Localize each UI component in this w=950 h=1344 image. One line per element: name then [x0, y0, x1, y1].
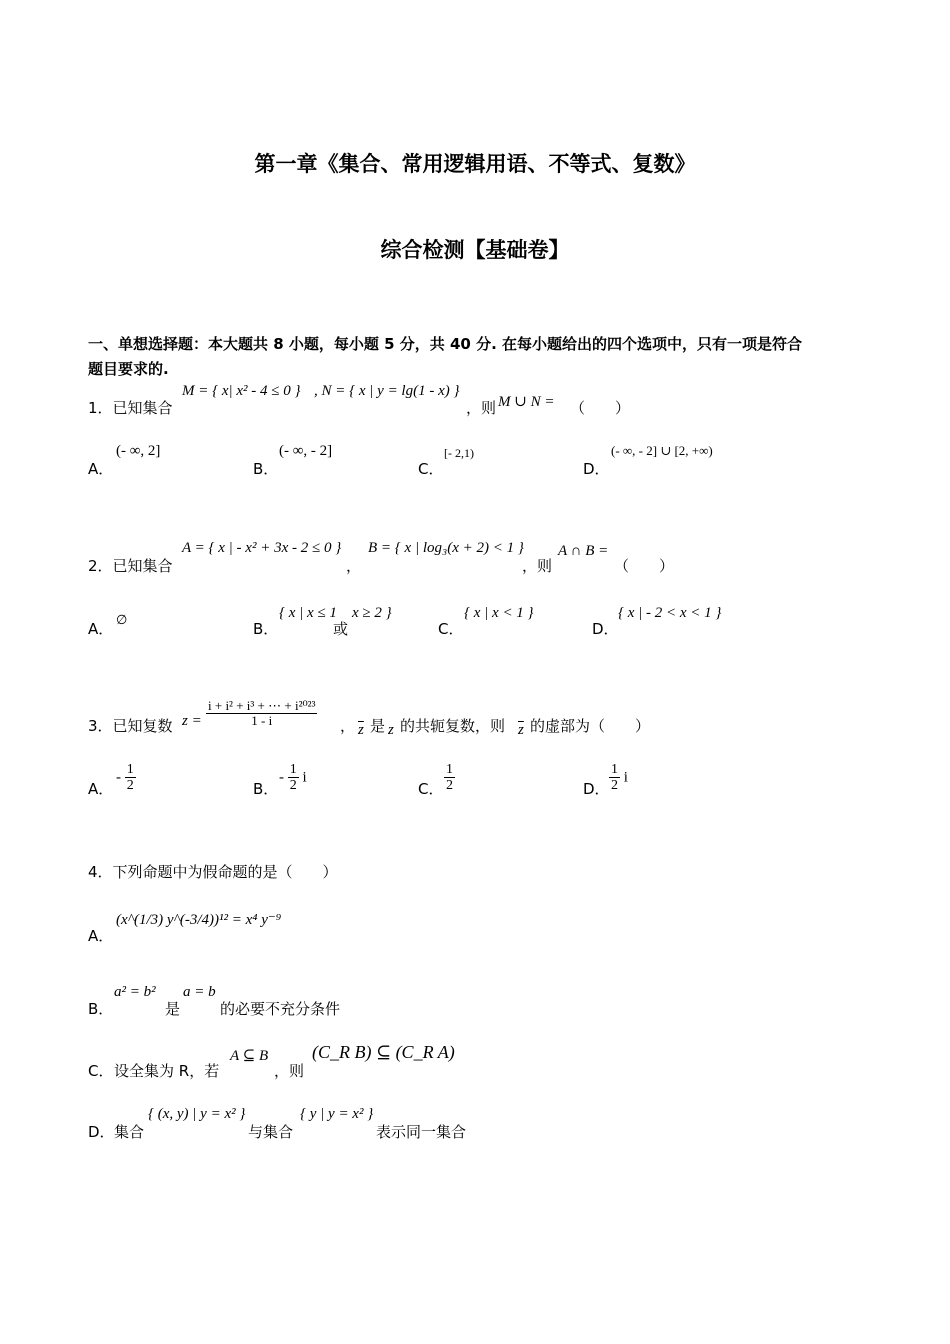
q4-option-c-text1: 设全集为 R，若: [114, 1062, 220, 1080]
q2-expr: A ∩ B =: [558, 543, 609, 559]
q4-option-d-label: D．: [88, 1123, 115, 1141]
q4-option-b-text: 的必要不充分条件: [220, 1000, 341, 1018]
q2-option-c: { x | x < 1 }: [464, 605, 534, 621]
q1-set-n: , N = { x | y = lg(1 - x) }: [314, 383, 460, 399]
q3-option-b: [279, 762, 307, 794]
q2-then: ，则: [522, 557, 553, 575]
q1-expr: M ∪ N =: [498, 394, 555, 410]
q4-option-a-label: A．: [88, 927, 114, 945]
q3-option-a-sign: -: [116, 769, 121, 786]
q4-option-c-math1: A ⊆ B: [230, 1048, 269, 1064]
q1-option-d: (- ∞, - 2] ∪ [2, +∞): [611, 443, 713, 458]
q3-option-b-sign: -: [279, 769, 284, 786]
q3-imag-text: 的虚部为（ ）: [530, 717, 651, 735]
q3-denominator: 1 - i: [251, 713, 273, 729]
q3-option-d: [609, 762, 628, 794]
q4-option-a: (x^(1/3) y^(-3/4))¹² = x⁴ y⁻⁹: [116, 912, 282, 928]
q3-option-d-label: D．: [583, 780, 610, 798]
q4-option-b-label: B．: [88, 1000, 114, 1018]
q3-option-b-label: B．: [253, 780, 279, 798]
q3-option-b-num: 1: [289, 762, 297, 777]
q4-option-d-math1: { (x, y) | y = x² }: [148, 1106, 246, 1122]
q3-comma: ，: [340, 717, 356, 735]
q4-option-d-text3: 表示同一集合: [376, 1123, 467, 1141]
q1-option-b: (- ∞, - 2]: [279, 443, 333, 459]
q4-option-b-is: 是: [165, 1000, 181, 1018]
q4-option-d-math2: { y | y = x² }: [300, 1106, 374, 1122]
q1-option-b-label: B．: [253, 460, 279, 478]
q3-option-c: [444, 762, 455, 794]
q4-option-d-text2: 与集合: [248, 1123, 294, 1141]
q3-stem: 3．已知复数: [88, 717, 173, 735]
q3-option-c-den: 2: [446, 778, 453, 794]
q2-option-b-label: B．: [253, 620, 279, 638]
q3-option-d-suffix: i: [623, 769, 628, 786]
q3-zbar2: $\overline{z}$: [518, 722, 524, 738]
q1-stem: 1．已知集合: [88, 399, 173, 417]
section-heading: 一、单想选择题：本大题共 8 小题，每小题 5 分，共 40 分. 在每小题给出的四个选项中，只有一项是符合: [88, 335, 803, 353]
q4-option-b-math1: a² = b²: [114, 984, 156, 1000]
q1-paren: （ ）: [570, 399, 631, 417]
q3-option-c-label: C．: [418, 780, 444, 798]
q3-option-a: [116, 762, 136, 794]
q1-option-a-label: A．: [88, 460, 114, 478]
q1-option-a: (- ∞, 2]: [116, 443, 161, 459]
q3-option-a-den: 2: [126, 778, 134, 794]
q3-z: z: [388, 722, 394, 738]
q4-option-c-label: C．: [88, 1062, 114, 1080]
q4-option-c-math2: (C_R B) ⊆ (C_R A): [312, 1042, 455, 1062]
q3-option-d-num: 1: [611, 762, 618, 777]
q2-set-b: B = { x | log₃(x + 2) < 1 }: [368, 540, 524, 556]
section-heading-cont: 题目要求的.: [88, 360, 169, 378]
q1-option-c-label: C．: [418, 460, 444, 478]
q2-stem: 2．已知集合: [88, 557, 173, 575]
page-subtitle: 综合检测【基础卷】: [380, 238, 570, 262]
q2-comma: ，: [346, 557, 362, 575]
q3-z-eq: z =: [182, 713, 202, 729]
q3-is: 是: [370, 717, 386, 735]
q3-conj-text: 的共轭复数，则: [400, 717, 506, 735]
q2-option-a-label: A．: [88, 620, 114, 638]
q1-set-m: M = { x| x² - 4 ≤ 0 }: [182, 383, 301, 399]
q3-option-b-suffix: i: [302, 769, 307, 786]
q2-option-a: ∅: [116, 612, 128, 627]
q2-option-b-part1: { x | x ≤ 1: [279, 605, 337, 621]
q1-then: ，则: [466, 399, 497, 417]
q4-option-b-math2: a = b: [183, 984, 216, 1000]
q3-option-b-den: 2: [289, 778, 297, 794]
q3-option-c-num: 1: [446, 762, 453, 777]
q2-paren: （ ）: [614, 557, 675, 575]
q2-option-b-or: 或: [333, 620, 349, 638]
q4-stem: 4．下列命题中为假命题的是（ ）: [88, 863, 338, 881]
q2-set-a: A = { x | - x² + 3x - 2 ≤ 0 }: [182, 540, 342, 556]
q3-numerator: i + i² + i³ + ⋯ + i²⁰²³: [208, 698, 316, 713]
q2-option-d: { x | - 2 < x < 1 }: [618, 605, 722, 621]
q3-fraction: [206, 699, 317, 729]
q3-zbar: $\overline{z}$: [358, 722, 364, 738]
q2-option-d-label: D．: [592, 620, 619, 638]
q4-option-c-text2: ，则: [274, 1062, 305, 1080]
q3-option-d-den: 2: [611, 778, 618, 794]
q2-option-b-part2: x ≥ 2 }: [352, 605, 392, 621]
q1-option-c: [- 2,1): [444, 446, 474, 460]
q4-option-d-text1: 集合: [114, 1123, 145, 1141]
q3-option-a-num: 1: [126, 762, 134, 777]
q2-option-c-label: C．: [438, 620, 464, 638]
q1-option-d-label: D．: [583, 460, 610, 478]
q3-option-a-label: A．: [88, 780, 114, 798]
page-title: 第一章《集合、常用逻辑用语、不等式、复数》: [254, 152, 696, 176]
